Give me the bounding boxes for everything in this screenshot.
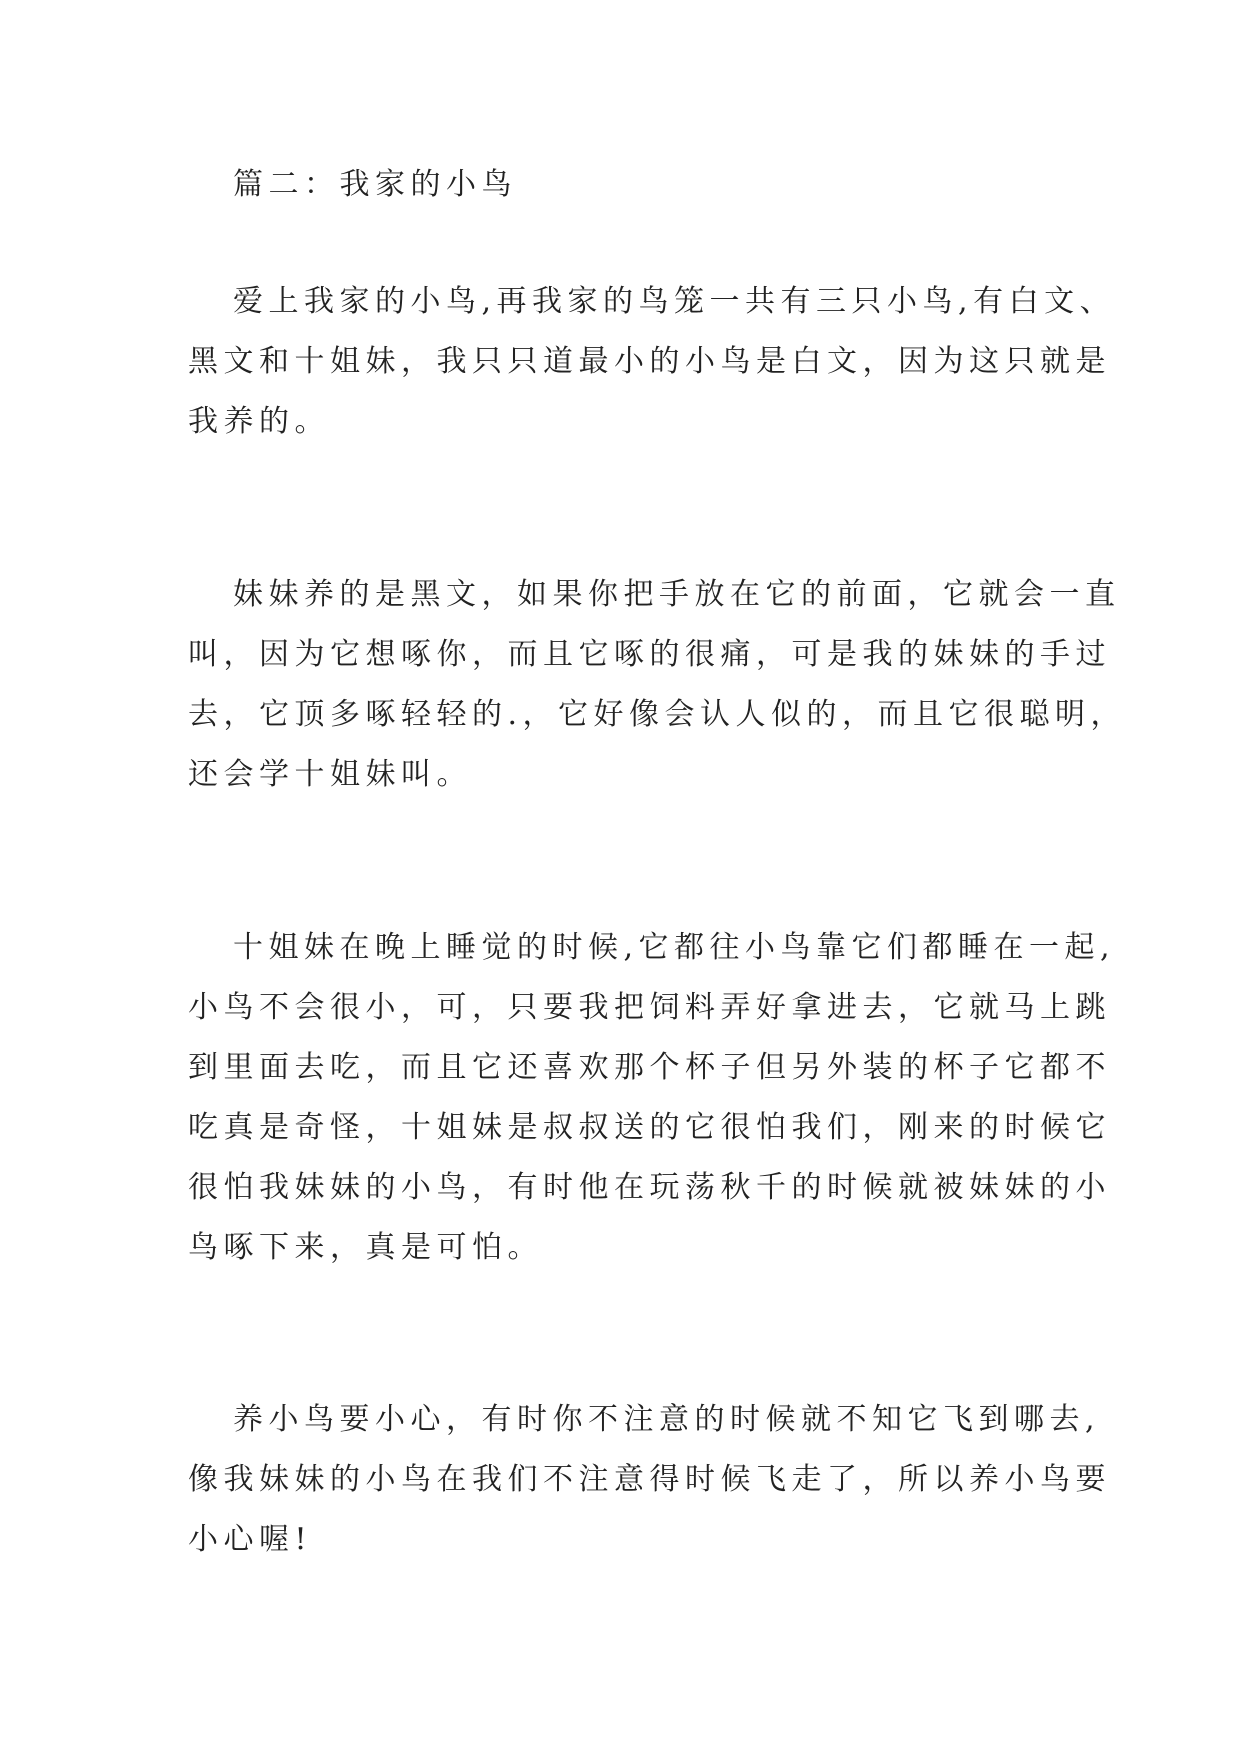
paragraph-line: 很怕我妹妹的小鸟，有时他在玩荡秋千的时候就被妹妹的小	[188, 1170, 1111, 1205]
paragraph-line: 到里面去吃，而且它还喜欢那个杯子但另外装的杯子它都不	[188, 1050, 1111, 1085]
paragraph-line: 养小鸟要小心，有时你不注意的时候就不知它飞到哪去,	[233, 1402, 1101, 1437]
paragraph-line: 十姐妹在晚上睡觉的时候,它都往小鸟靠它们都睡在一起,	[233, 930, 1116, 965]
document-title: 篇二：我家的小鸟	[233, 167, 517, 202]
paragraph-line: 我养的。	[188, 404, 330, 439]
paragraph-line: 鸟啄下来，真是可怕。	[188, 1230, 543, 1265]
paragraph-line: 还会学十姐妹叫。	[188, 757, 472, 792]
paragraph-line: 小心喔!	[188, 1522, 313, 1557]
paragraph-line: 小鸟不会很小，可，只要我把饲料弄好拿进去，它就马上跳	[188, 990, 1111, 1025]
paragraph-line: 叫，因为它想啄你，而且它啄的很痛，可是我的妹妹的手过	[188, 637, 1111, 672]
paragraph-line: 黑文和十姐妹，我只只道最小的小鸟是白文，因为这只就是	[188, 344, 1111, 379]
paragraph-line: 妹妹养的是黑文，如果你把手放在它的前面，它就会一直	[233, 577, 1121, 612]
paragraph-line: 去，它顶多啄轻轻的.，它好像会认人似的，而且它很聪明，	[188, 697, 1127, 732]
paragraph-line: 像我妹妹的小鸟在我们不注意得时候飞走了，所以养小鸟要	[188, 1462, 1111, 1497]
paragraph-line: 吃真是奇怪，十姐妹是叔叔送的它很怕我们，刚来的时候它	[188, 1110, 1111, 1145]
paragraph-line: 爱上我家的小鸟,再我家的鸟笼一共有三只小鸟,有白文、	[233, 284, 1116, 319]
